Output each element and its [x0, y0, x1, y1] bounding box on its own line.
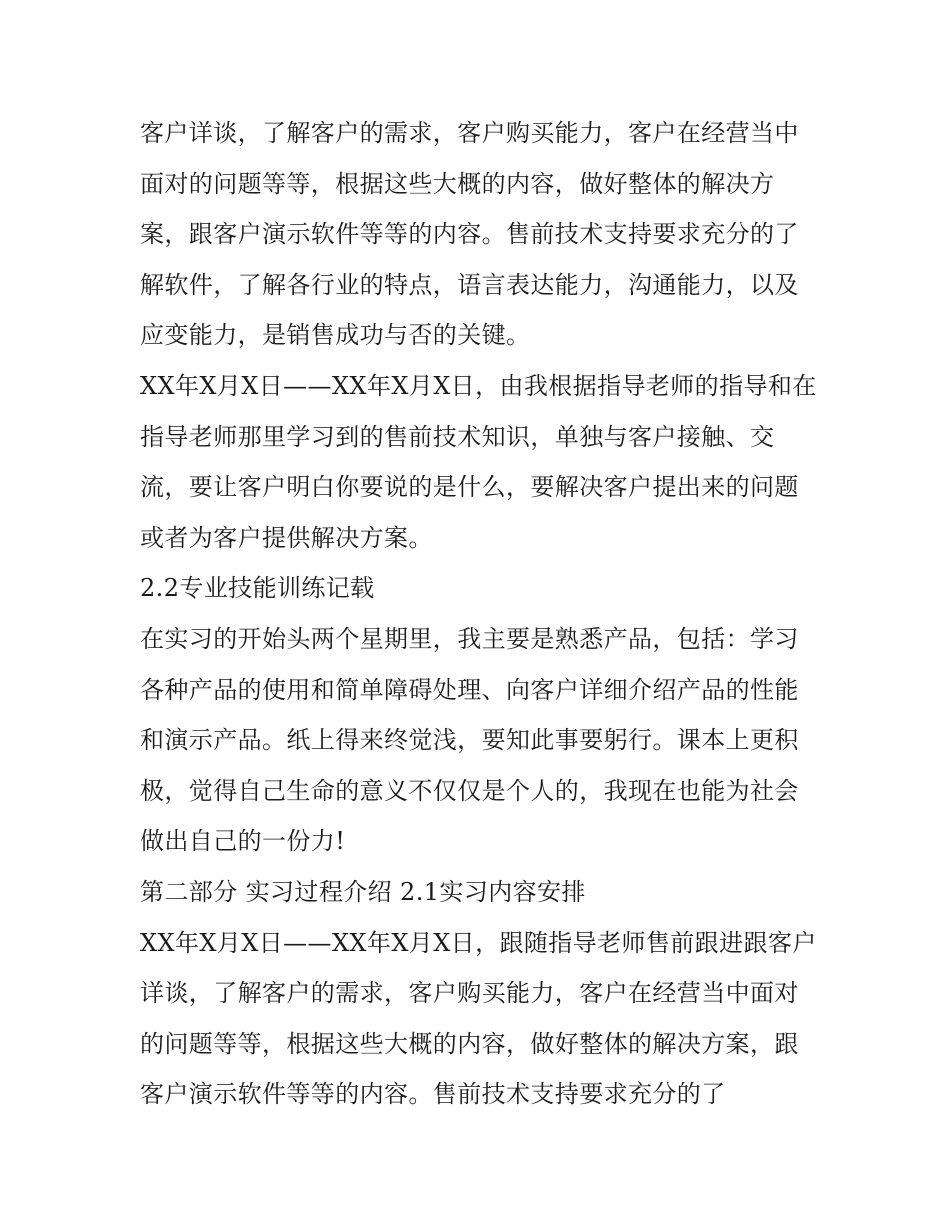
paragraph-follow-teacher: XX年X月X日——XX年X月X日，跟随指导老师售前跟进跟客户详谈，了解客户的需求，客户购买能力，客户在经营当中面对的问题等等，根据这些大概的内容，做好整体的解决方案，跟客户演示软件等等的内容。售前技术支持要求充分的了	[140, 928, 817, 1109]
paragraph-first-two-weeks: 在实习的开始头两个星期里，我主要是熟悉产品，包括：学习各种产品的使用和简单障碍处理、向客户详细介绍产品的性能和演示产品。纸上得来终觉浅，要知此事要躬行。课本上更积极，觉得自己生命的意义不仅仅是个人的，我现在也能为社会做出自己的一份力!	[140, 624, 799, 856]
section-heading-part-two: 第二部分 实习过程介绍 2.1实习内容安排	[140, 877, 586, 906]
document-body	[140, 108, 820, 1120]
section-heading-skills-record: 2.2专业技能训练记载	[140, 574, 375, 603]
paragraph-independent-contact: XX年X月X日——XX年X月X日，由我根据指导老师的指导和在指导老师那里学习到的售前技术知识，单独与客户接触、交流，要让客户明白你要说的是什么，要解决客户提出来的问题或者为客户提供解决方案。	[140, 371, 817, 552]
paragraph-presales-intro: 客户详谈，了解客户的需求，客户购买能力，客户在经营当中面对的问题等等，根据这些大概的内容，做好整体的解决方案，跟客户演示软件等等的内容。售前技术支持要求充分的了解软件，了解各行业的特点，语言表达能力，沟通能力，以及应变能力，是销售成功与否的关键。	[140, 119, 799, 350]
